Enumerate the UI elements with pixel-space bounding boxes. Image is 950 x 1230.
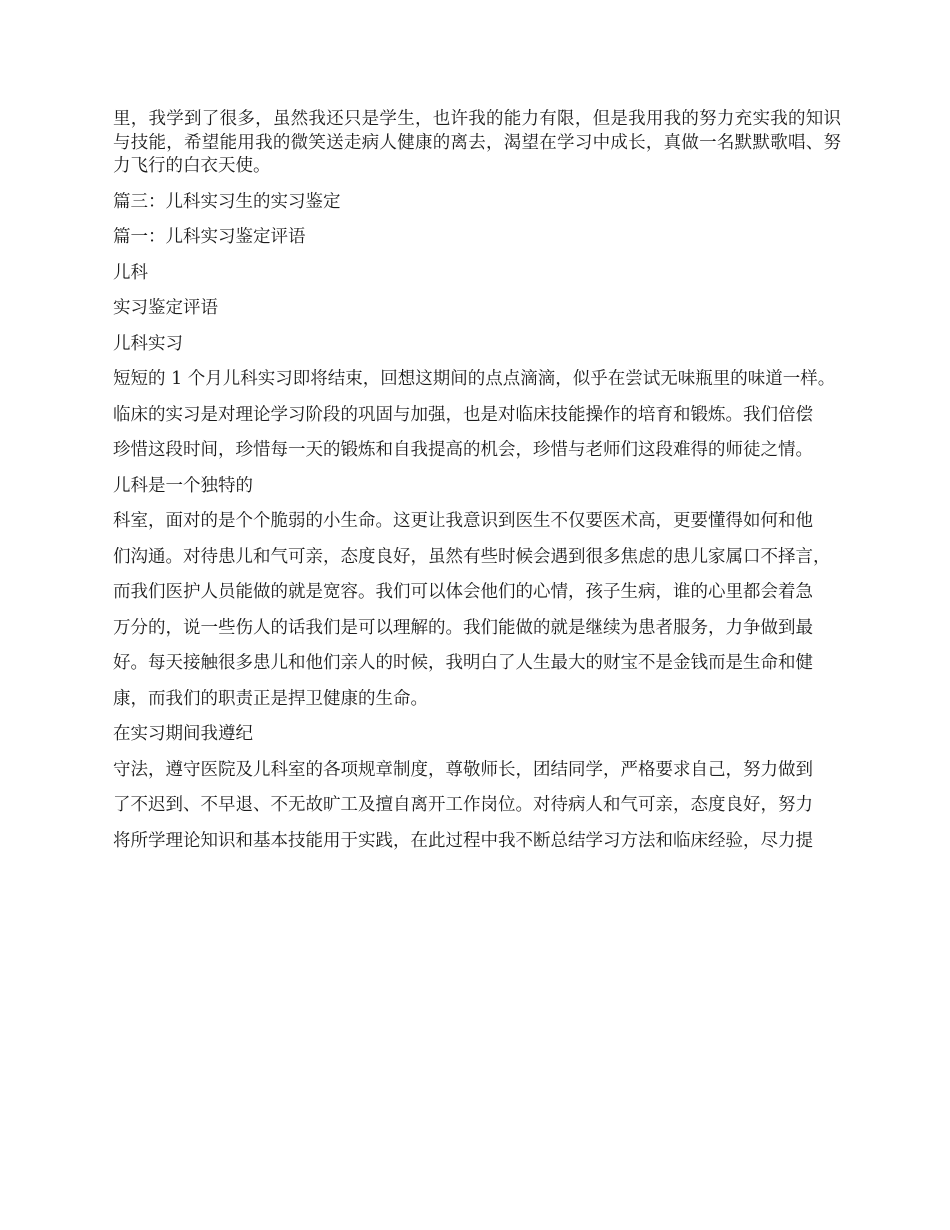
paragraph: 将所学理论知识和基本技能用于实践，在此过程中我不断总结学习方法和临床经验，尽力提: [113, 830, 813, 851]
paragraph: 里，我学到了很多，虽然我还只是学生，也许我的能力有限，但是我用我的努力充实我的知识与技能，希望能用我的微笑送走病人健康的离去，渴望在学习中成长，真做一名默默歌唱、努力飞行的白衣天使。: [113, 109, 841, 176]
paragraph: 万分的，说一些伤人的话我们是可以理解的。我们能做的就是继续为患者服务，力争做到最: [113, 617, 813, 638]
paragraph: 儿科实习: [113, 333, 183, 354]
paragraph: 了不迟到、不早退、不无故旷工及擅自离开工作岗位。对待病人和气可亲，态度良好，努力: [113, 795, 813, 815]
paragraph: 在实习期间我遵纪: [113, 724, 253, 744]
section-heading: 篇一：儿科实习鉴定评语: [113, 227, 306, 247]
paragraph: 科室，面对的是个个脆弱的小生命。这更让我意识到医生不仅要医术高，更要懂得如何和他: [113, 511, 813, 531]
paragraph: 好。每天接触很多患儿和他们亲人的时候，我明白了人生最大的财宝不是金钱而是生命和健: [113, 653, 813, 673]
section-heading: 篇三：儿科实习生的实习鉴定: [113, 191, 341, 212]
paragraph: 而我们医护人员能做的就是宽容。我们可以体会他们的心情，孩子生病，谁的心里都会着急: [113, 582, 813, 602]
paragraph: 们沟通。对待患儿和气可亲，态度良好，虽然有些时候会遇到很多焦虑的患儿家属口不择言，: [113, 546, 831, 567]
paragraph: 实习鉴定评语: [113, 298, 218, 318]
paragraph: 儿科是一个独特的: [113, 475, 253, 496]
paragraph: 康，而我们的职责正是捍卫健康的生命。: [113, 688, 428, 709]
document-body: [113, 108, 841, 865]
paragraph: 短短的 1 个月儿科实习即将结束，回想这期间的点点滴滴，似乎在尝试无味瓶里的味道一样。: [113, 369, 836, 389]
paragraph: 临床的实习是对理论学习阶段的巩固与加强，也是对临床技能操作的培育和锻炼。我们倍偿: [113, 404, 813, 425]
paragraph: 守法，遵守医院及儿科室的各项规章制度，尊敬师长，团结同学，严格要求自己，努力做到: [113, 759, 813, 780]
paragraph: 儿科: [113, 262, 148, 283]
paragraph: 珍惜这段时间，珍惜每一天的锻炼和自我提高的机会，珍惜与老师们这段难得的师徒之情。: [113, 440, 813, 460]
